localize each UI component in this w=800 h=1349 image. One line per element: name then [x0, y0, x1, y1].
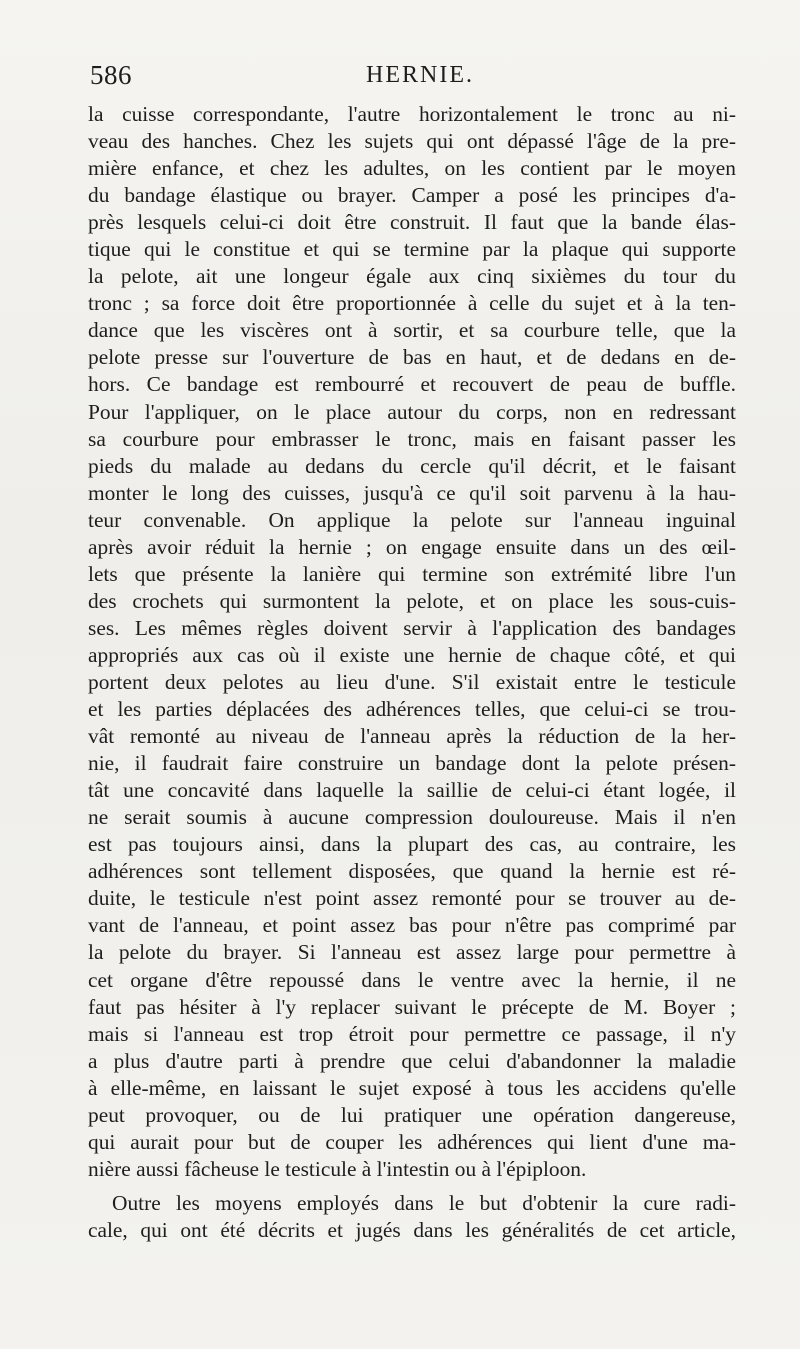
text-line: est pas toujours ainsi, dans la plupart des cas, au contraire, les: [88, 832, 736, 857]
text-line: portent deux pelotes au lieu d'une. S'il existait entre le testicule: [88, 669, 736, 694]
text-line: cet organe d'être repoussé dans le ventre avec la hernie, il ne: [88, 967, 736, 992]
text-line: qui aurait pour but de couper les adhérences qui lient d'une ma-: [88, 1129, 736, 1154]
text-line: sa courbure pour embrasser le tronc, mais en faisant passer les: [88, 426, 736, 451]
page-header: [90, 60, 750, 96]
text-line: ne serait soumis à aucune compression douloureuse. Mais il n'en: [88, 805, 736, 830]
text-line: pieds du malade au dedans du cercle qu'il décrit, et le faisant: [88, 453, 736, 478]
text-line: nière aussi fâcheuse le testicule à l'intestin ou à l'épiploon.: [88, 1156, 587, 1181]
text-line: vant de l'anneau, et point assez bas pour n'être pas comprimé par: [88, 913, 736, 938]
text-line: ses. Les mêmes règles doivent servir à l'application des bandages: [88, 615, 736, 640]
text-line: tique qui le constitue et qui se termine par la plaque qui supporte: [88, 237, 736, 262]
text-line: vât remonté au niveau de l'anneau après la réduction de la her-: [88, 724, 736, 749]
text-line: à elle-même, en laissant le sujet exposé à tous les accidens qu'elle: [88, 1075, 736, 1100]
text-line: après avoir réduit la hernie ; on engage ensuite dans un des œil-: [88, 534, 736, 559]
text-line: hors. Ce bandage est rembourré et recouvert de peau de buffle.: [88, 372, 736, 397]
text-line: duite, le testicule n'est point assez remonté pour se trouver au de-: [88, 886, 736, 911]
text-line: Pour l'appliquer, on le place autour du corps, non en redressant: [88, 399, 736, 424]
text-line: nie, il faudrait faire construire un bandage dont la pelote présen-: [88, 751, 736, 776]
page-number: 586: [90, 60, 132, 90]
text-line: et les parties déplacées des adhérences telles, que celui-ci se trou-: [88, 697, 736, 722]
paragraph-2: [88, 1190, 736, 1244]
text-line: du bandage élastique ou brayer. Camper a posé les principes d'a-: [88, 183, 736, 208]
text-line: faut pas hésiter à l'y replacer suivant le précepte de M. Boyer ;: [88, 994, 736, 1019]
text-line: des crochets qui surmontent la pelote, et on place les sous-cuis-: [88, 588, 736, 613]
page-body: [88, 101, 736, 1244]
text-line: près lesquels celui-ci doit être construit. Il faut que la bande élas-: [88, 210, 736, 235]
text-line: la pelote, ait une longeur égale aux cinq sixièmes du tour du: [88, 264, 736, 289]
text-line: teur convenable. On applique la pelote sur l'anneau inguinal: [88, 507, 736, 532]
text-line: mais si l'anneau est trop étroit pour permettre ce passage, il n'y: [88, 1021, 736, 1046]
text-line: pelote presse sur l'ouverture de bas en haut, et de dedans en de-: [88, 345, 736, 370]
text-line: mière enfance, et chez les adultes, on les contient par le moyen: [88, 156, 736, 181]
text-line: veau des hanches. Chez les sujets qui ont dépassé l'âge de la pre-: [88, 129, 736, 154]
text-line: lets que présente la lanière qui termine son extrémité libre l'un: [88, 561, 736, 586]
text-line: appropriés aux cas où il existe une hernie de chaque côté, et qui: [88, 642, 736, 667]
text-line: peut provoquer, ou de lui pratiquer une opération dangereuse,: [88, 1102, 736, 1127]
text-line: tât une concavité dans laquelle la saillie de celui-ci étant logée, il: [88, 778, 736, 803]
text-line: Outre les moyens employés dans le but d'obtenir la cure radi-: [112, 1190, 736, 1215]
text-line: adhérences sont tellement disposées, que quand la hernie est ré-: [88, 859, 736, 884]
text-line: la cuisse correspondante, l'autre horizontalement le tronc au ni-: [88, 102, 736, 126]
text-line: tronc ; sa force doit être proportionnée à celle du sujet et à la ten-: [88, 291, 736, 316]
running-head: HERNIE.: [366, 62, 474, 88]
text-line: cale, qui ont été décrits et jugés dans les généralités de cet article,: [88, 1217, 736, 1242]
paragraph-1: [88, 101, 736, 1183]
text-line: la pelote du brayer. Si l'anneau est assez large pour permettre à: [88, 940, 736, 965]
text-line: monter le long des cuisses, jusqu'à ce qu'il soit parvenu à la hau-: [88, 480, 736, 505]
text-line: dance que les viscères ont à sortir, et sa courbure telle, que la: [88, 318, 736, 343]
text-line: a plus d'autre parti à prendre que celui d'abandonner la maladie: [88, 1048, 736, 1073]
